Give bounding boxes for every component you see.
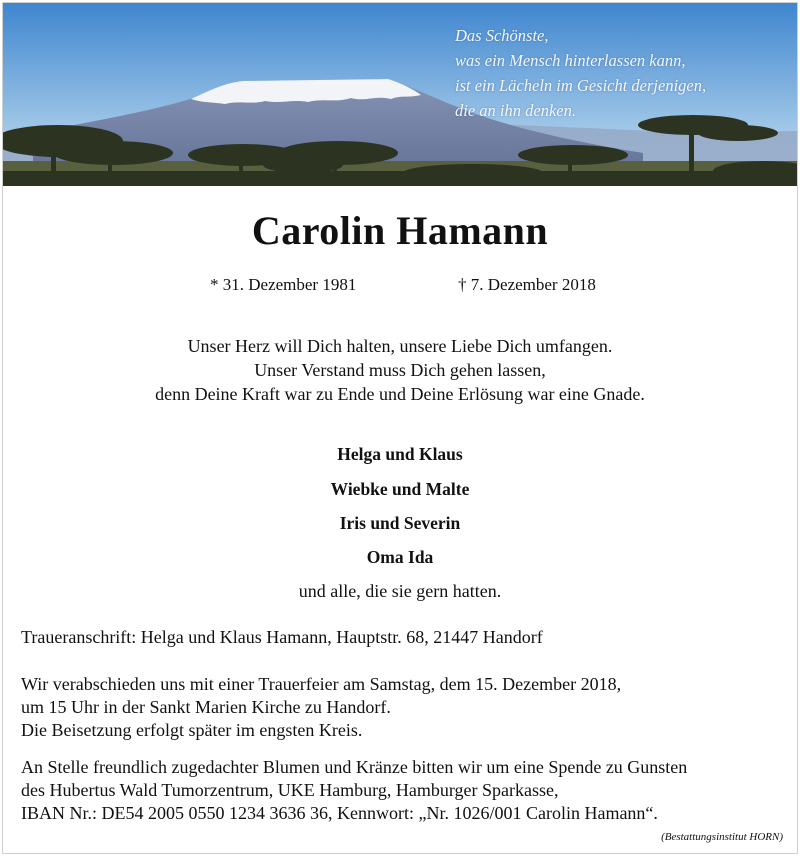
kilimanjaro-header-image xyxy=(3,3,797,186)
quote-line: was ein Mensch hinterlassen kann, xyxy=(455,51,686,70)
mourning-address xyxy=(21,626,787,649)
quote-line: ist ein Lächeln im Gesicht derjenigen, xyxy=(455,76,707,95)
ceremony-line: Wir verabschieden uns mit einer Trauerfeier am Samstag, dem 15. Dezember 2018, xyxy=(21,674,622,694)
ceremony-line: Die Beisetzung erfolgt später im engsten Kreis. xyxy=(21,720,363,740)
quote-line: die an ihn denken. xyxy=(455,101,576,120)
ceremony-info xyxy=(21,673,787,742)
donation-line: An Stelle freundlich zugedachter Blumen und Kränze bitten wir um eine Spende zu Gunsten xyxy=(21,757,688,777)
obituary-notice xyxy=(2,2,798,854)
memorial-quote xyxy=(455,23,785,123)
memorial-poem xyxy=(3,334,797,406)
quote-line: Das Schönste, xyxy=(455,26,549,45)
donation-line: des Hubertus Wald Tumorzentrum, UKE Hamburg, Hamburger Sparkasse, xyxy=(21,780,559,800)
mourner-name: Iris und Severin xyxy=(339,513,461,533)
poem-line: denn Deine Kraft war zu Ende und Deine Erlösung war eine Gnade. xyxy=(155,384,645,404)
donation-request xyxy=(21,756,787,825)
mourner-name: Wiebke und Malte xyxy=(330,479,470,499)
birth-date: * 31. Dezember 1981 xyxy=(210,275,357,294)
address-line: Traueranschrift: Helga und Klaus Hamann, Hauptstr. 68, 21447 Handorf xyxy=(21,627,543,647)
mourners-others: und alle, die sie gern hatten. xyxy=(298,581,502,601)
poem-line: Unser Verstand muss Dich gehen lassen, xyxy=(254,360,546,380)
deceased-name: Carolin Hamann xyxy=(251,208,549,253)
funeral-home-credit: (Bestattungsinstitut HORN) xyxy=(661,831,783,843)
poem-line: Unser Herz will Dich halten, unsere Liebe Dich umfangen. xyxy=(187,336,613,356)
mourner-name: Oma Ida xyxy=(366,547,434,567)
donation-line: IBAN Nr.: DE54 2005 0550 1234 3636 36, Kennwort: „Nr. 1026/001 Carolin Hamann“. xyxy=(21,803,658,823)
mourner-name: Helga und Klaus xyxy=(337,444,463,464)
death-date: † 7. Dezember 2018 xyxy=(458,275,596,294)
ceremony-line: um 15 Uhr in der Sankt Marien Kirche zu Handorf. xyxy=(21,697,391,717)
